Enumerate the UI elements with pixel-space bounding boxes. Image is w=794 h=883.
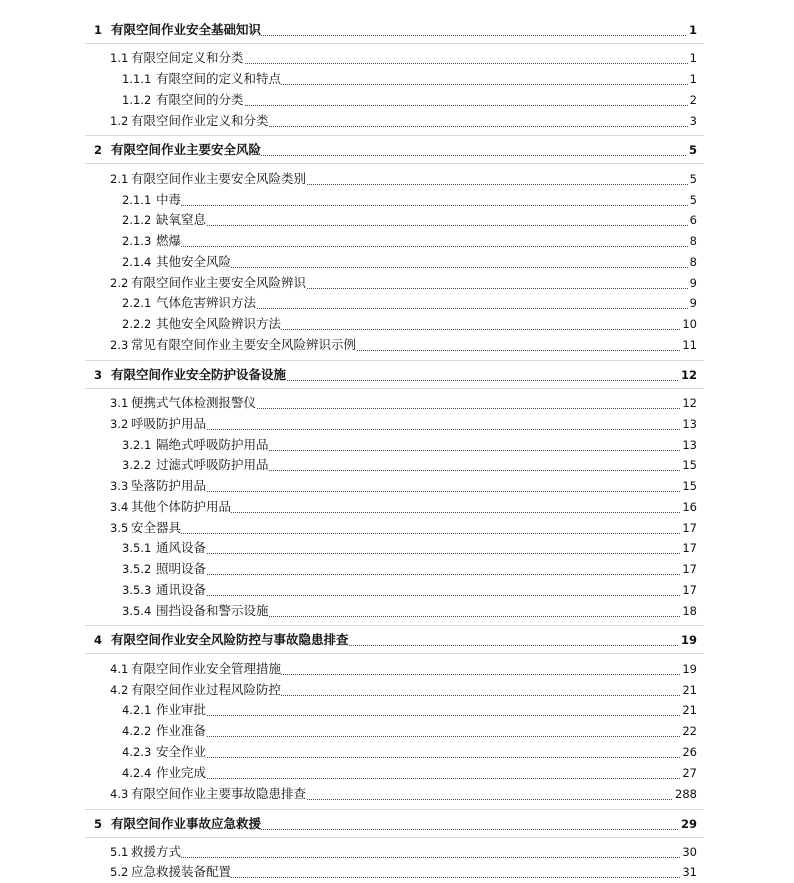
chapter-divider bbox=[85, 360, 704, 361]
toc-entry-number: 2.1.3 bbox=[122, 234, 152, 248]
toc-entry-5-2[interactable] bbox=[0, 863, 794, 883]
toc-entry-title: 有限空间作业安全风险防控与事故隐患排查 bbox=[111, 632, 349, 647]
toc-entry-2-2[interactable] bbox=[0, 274, 794, 294]
toc-entry-4-2-1[interactable] bbox=[0, 701, 794, 721]
toc-link[interactable] bbox=[0, 294, 794, 314]
toc-entry-number: 1.1 bbox=[110, 51, 129, 65]
toc-link[interactable] bbox=[0, 539, 794, 559]
dot-leader bbox=[156, 204, 694, 206]
toc-entry-title: 呼吸防护用品 bbox=[131, 416, 207, 431]
chapter-divider bbox=[85, 163, 704, 164]
toc-entry-title: 救援方式 bbox=[131, 844, 182, 859]
toc-entry-3-3[interactable] bbox=[0, 477, 794, 497]
toc-entry-number: 3.3 bbox=[110, 479, 129, 493]
toc-entry-2-1[interactable] bbox=[0, 170, 794, 190]
toc-entry-page-number: 17 bbox=[682, 562, 697, 576]
toc-entry-2-1-4[interactable] bbox=[0, 253, 794, 273]
toc-entry-number: 4.2 bbox=[110, 683, 129, 697]
toc-entry-page-number: 16 bbox=[682, 500, 697, 514]
toc-entry-title: 有限空间作业主要事故隐患排查 bbox=[131, 786, 307, 801]
toc-entry-number: 3.5.1 bbox=[122, 541, 152, 555]
toc-entry-page-number: 3 bbox=[689, 114, 697, 128]
dot-leader bbox=[156, 245, 694, 247]
toc-link[interactable] bbox=[0, 274, 794, 294]
toc-entry-number: 3.5.3 bbox=[122, 583, 152, 597]
toc-entry-title: 有限空间作业定义和分类 bbox=[131, 113, 269, 128]
toc-entry-title: 照明设备 bbox=[156, 561, 207, 576]
toc-entry-number: 4 bbox=[94, 633, 103, 647]
toc-entry-number: 3.2.1 bbox=[122, 438, 152, 452]
toc-entry-page-number: 17 bbox=[682, 583, 697, 597]
toc-entry-number: 3.2 bbox=[110, 417, 129, 431]
toc-entry-title: 缺氧窒息 bbox=[156, 212, 207, 227]
toc-entry-page-number: 8 bbox=[689, 255, 697, 269]
toc-link[interactable] bbox=[0, 560, 794, 580]
toc-entry-title: 有限空间作业安全管理措施 bbox=[131, 661, 282, 676]
toc-entry-title: 通风设备 bbox=[156, 540, 207, 555]
dot-leader bbox=[131, 856, 694, 858]
toc-entry-page-number: 5 bbox=[689, 193, 697, 207]
toc-entry-title: 其他安全风险 bbox=[156, 254, 232, 269]
toc-entry-1-1[interactable] bbox=[0, 49, 794, 69]
toc-entry-number: 5 bbox=[94, 817, 103, 831]
toc-link[interactable] bbox=[0, 498, 794, 518]
toc-entry-number: 3.1 bbox=[110, 396, 129, 410]
toc-entry-number: 3.5.2 bbox=[122, 562, 152, 576]
chapter-divider bbox=[85, 43, 704, 44]
toc-entry-number: 3 bbox=[94, 368, 103, 382]
toc-entry-number: 3.2.2 bbox=[122, 458, 152, 472]
toc-entry-title: 作业审批 bbox=[156, 702, 207, 717]
toc-entry-number: 1.2 bbox=[110, 114, 129, 128]
toc-link[interactable] bbox=[0, 112, 794, 132]
toc-entry-number: 1.1.2 bbox=[122, 93, 152, 107]
toc-entry-3-2-1[interactable] bbox=[0, 436, 794, 456]
dot-leader bbox=[156, 756, 694, 758]
toc-link[interactable] bbox=[0, 764, 794, 784]
toc-entry-page-number: 9 bbox=[689, 296, 697, 310]
toc-link[interactable] bbox=[0, 843, 794, 863]
toc-link[interactable] bbox=[0, 70, 794, 90]
toc-entry-page-number: 13 bbox=[682, 438, 697, 452]
toc-entry-page-number: 1 bbox=[689, 51, 697, 65]
toc-entry-page-number: 19 bbox=[682, 662, 697, 676]
toc-entry-page-number: 10 bbox=[682, 317, 697, 331]
toc-entry-title: 有限空间作业安全防护设备设施 bbox=[111, 367, 287, 382]
dot-leader bbox=[156, 573, 694, 575]
toc-link[interactable] bbox=[0, 701, 794, 721]
toc-link[interactable] bbox=[0, 436, 794, 456]
toc-link[interactable] bbox=[0, 141, 794, 161]
toc-link[interactable] bbox=[0, 366, 794, 386]
toc-entry-number: 1 bbox=[94, 23, 103, 37]
toc-link[interactable] bbox=[0, 336, 794, 356]
toc-link[interactable] bbox=[0, 815, 794, 835]
toc-entry-page-number: 8 bbox=[689, 234, 697, 248]
toc-entry-page-number: 13 bbox=[682, 417, 697, 431]
toc-entry-number: 4.3 bbox=[110, 787, 129, 801]
toc-entry-title: 隔绝式呼吸防护用品 bbox=[156, 437, 269, 452]
toc-entry-number: 2.1.4 bbox=[122, 255, 152, 269]
toc-entry-3-5-4[interactable] bbox=[0, 602, 794, 622]
toc-entry-title: 燃爆 bbox=[156, 233, 182, 248]
toc-entry-title: 有限空间作业事故应急救援 bbox=[111, 816, 262, 831]
toc-entry-page-number: 19 bbox=[680, 633, 697, 647]
toc-entry-page-number: 18 bbox=[682, 604, 697, 618]
toc-entry-title: 有限空间的分类 bbox=[156, 92, 244, 107]
dot-leader bbox=[156, 735, 694, 737]
toc-entry-page-number: 21 bbox=[682, 703, 697, 717]
toc-entry-number: 3.5 bbox=[110, 521, 129, 535]
toc-entry-title: 中毒 bbox=[156, 192, 182, 207]
toc-entry-page-number: 26 bbox=[682, 745, 697, 759]
toc-entry-page-number: 15 bbox=[682, 479, 697, 493]
toc-entry-3-2-2[interactable] bbox=[0, 456, 794, 476]
dot-leader bbox=[131, 428, 694, 430]
toc-entry-4-1[interactable] bbox=[0, 660, 794, 680]
toc-entry-title: 有限空间作业主要安全风险类别 bbox=[131, 171, 307, 186]
toc-entry-page-number: 17 bbox=[682, 541, 697, 555]
dot-leader bbox=[156, 224, 694, 226]
toc-entry-page-number: 1 bbox=[689, 72, 697, 86]
toc-entry-page-number: 1 bbox=[688, 23, 697, 37]
toc-entry-page-number: 31 bbox=[682, 865, 697, 879]
toc-entry-number: 5.2 bbox=[110, 865, 129, 879]
toc-entry-4-2-4[interactable] bbox=[0, 764, 794, 784]
dot-leader bbox=[131, 532, 694, 534]
toc-entry-page-number: 12 bbox=[682, 396, 697, 410]
toc-entry-page-number: 288 bbox=[675, 787, 697, 801]
toc-entry-2-2-1[interactable] bbox=[0, 294, 794, 314]
toc-link[interactable] bbox=[0, 253, 794, 273]
toc-entry-number: 3.4 bbox=[110, 500, 129, 514]
toc-entry-page-number: 15 bbox=[682, 458, 697, 472]
toc-entry-3[interactable] bbox=[0, 366, 794, 386]
toc-link[interactable] bbox=[0, 660, 794, 680]
toc-entry-3-5-2[interactable] bbox=[0, 560, 794, 580]
toc-entry-title: 作业准备 bbox=[156, 723, 207, 738]
toc-link[interactable] bbox=[0, 477, 794, 497]
toc-entry-page-number: 17 bbox=[682, 521, 697, 535]
toc-link[interactable] bbox=[0, 456, 794, 476]
toc-entry-page-number: 6 bbox=[689, 213, 697, 227]
dot-leader bbox=[131, 490, 694, 492]
toc-entry-title: 便携式气体检测报警仪 bbox=[131, 395, 257, 410]
toc-link[interactable] bbox=[0, 722, 794, 742]
toc-entry-1-1-1[interactable] bbox=[0, 70, 794, 90]
toc-entry-number: 4.2.4 bbox=[122, 766, 152, 780]
toc-entry-3-2[interactable] bbox=[0, 415, 794, 435]
toc-link[interactable] bbox=[0, 681, 794, 701]
toc-entry-number: 4.2.1 bbox=[122, 703, 152, 717]
toc-entry-page-number: 9 bbox=[689, 276, 697, 290]
toc-entry-4-3[interactable] bbox=[0, 785, 794, 805]
dot-leader bbox=[156, 777, 694, 779]
chapter-divider bbox=[85, 653, 704, 654]
toc-link[interactable] bbox=[0, 631, 794, 651]
toc-entry-page-number: 30 bbox=[682, 845, 697, 859]
toc-entry-3-5-3[interactable] bbox=[0, 581, 794, 601]
toc-entry-2-3[interactable] bbox=[0, 336, 794, 356]
toc-entry-number: 2.2.1 bbox=[122, 296, 152, 310]
toc-entry-3-5[interactable] bbox=[0, 519, 794, 539]
toc-entry-title: 有限空间作业安全基础知识 bbox=[111, 22, 262, 37]
toc-entry-title: 作业完成 bbox=[156, 765, 207, 780]
toc-entry-page-number: 2 bbox=[689, 93, 697, 107]
dot-leader bbox=[156, 552, 694, 554]
dot-leader bbox=[156, 266, 694, 268]
toc-entry-number: 2.2.2 bbox=[122, 317, 152, 331]
toc-entry-title: 过滤式呼吸防护用品 bbox=[156, 457, 269, 472]
toc-entry-title: 有限空间定义和分类 bbox=[131, 50, 244, 65]
chapter-divider bbox=[85, 388, 704, 389]
toc-entry-title: 其他安全风险辨识方法 bbox=[156, 316, 282, 331]
toc-entry-number: 3.5.4 bbox=[122, 604, 152, 618]
toc-entry-2-2-2[interactable] bbox=[0, 315, 794, 335]
toc-entry-page-number: 12 bbox=[680, 368, 697, 382]
toc-entry-2-1-2[interactable] bbox=[0, 211, 794, 231]
toc-entry-title: 其他个体防护用品 bbox=[131, 499, 232, 514]
toc-entry-3-5-1[interactable] bbox=[0, 539, 794, 559]
toc-entry-page-number: 11 bbox=[682, 338, 697, 352]
chapter-divider bbox=[85, 135, 704, 136]
toc-link[interactable] bbox=[0, 394, 794, 414]
toc-link[interactable] bbox=[0, 232, 794, 252]
toc-entry-2-1-1[interactable] bbox=[0, 191, 794, 211]
toc-entry-4-2-2[interactable] bbox=[0, 722, 794, 742]
toc-entry-page-number: 5 bbox=[689, 172, 697, 186]
toc-entry-1-1-2[interactable] bbox=[0, 91, 794, 111]
toc-link[interactable] bbox=[0, 415, 794, 435]
toc-entry-page-number: 22 bbox=[682, 724, 697, 738]
toc-entry-title: 有限空间的定义和特点 bbox=[156, 71, 282, 86]
toc-entry-1-2[interactable] bbox=[0, 112, 794, 132]
toc-entry-number: 2 bbox=[94, 143, 103, 157]
chapter-divider bbox=[85, 837, 704, 838]
toc-entry-title: 坠落防护用品 bbox=[131, 478, 207, 493]
toc-entry-number: 2.2 bbox=[110, 276, 129, 290]
toc-entry-number: 2.1 bbox=[110, 172, 129, 186]
toc-entry-page-number: 29 bbox=[680, 817, 697, 831]
toc-link[interactable] bbox=[0, 91, 794, 111]
chapter-divider bbox=[85, 625, 704, 626]
toc-entry-2[interactable] bbox=[0, 141, 794, 161]
toc-link[interactable] bbox=[0, 602, 794, 622]
toc-entry-4-2-3[interactable] bbox=[0, 743, 794, 763]
toc-link[interactable] bbox=[0, 191, 794, 211]
toc-link[interactable] bbox=[0, 519, 794, 539]
toc-link[interactable] bbox=[0, 315, 794, 335]
toc-entry-title: 有限空间作业过程风险防控 bbox=[131, 682, 282, 697]
toc-entry-1[interactable] bbox=[0, 21, 794, 41]
toc-link[interactable] bbox=[0, 863, 794, 883]
toc-entry-number: 4.1 bbox=[110, 662, 129, 676]
toc-entry-4[interactable] bbox=[0, 631, 794, 651]
toc-entry-page-number: 21 bbox=[682, 683, 697, 697]
toc-entry-title: 气体危害辨识方法 bbox=[156, 295, 257, 310]
toc-link[interactable] bbox=[0, 743, 794, 763]
toc-entry-number: 2.1.1 bbox=[122, 193, 152, 207]
dot-leader bbox=[156, 594, 694, 596]
toc-entry-title: 安全作业 bbox=[156, 744, 207, 759]
toc-link[interactable] bbox=[0, 211, 794, 231]
toc-entry-number: 1.1.1 bbox=[122, 72, 152, 86]
toc-entry-3-1[interactable] bbox=[0, 394, 794, 414]
toc-entry-title: 通讯设备 bbox=[156, 582, 207, 597]
toc-entry-title: 应急救援装备配置 bbox=[131, 864, 232, 879]
toc-link[interactable] bbox=[0, 581, 794, 601]
toc-entry-title: 有限空间作业主要安全风险辨识 bbox=[131, 275, 307, 290]
toc-entry-title: 有限空间作业主要安全风险 bbox=[111, 142, 262, 157]
toc-entry-page-number: 5 bbox=[688, 143, 697, 157]
toc-link[interactable] bbox=[0, 785, 794, 805]
toc-entry-5-1[interactable] bbox=[0, 843, 794, 863]
toc-entry-number: 5.1 bbox=[110, 845, 129, 859]
toc-entry-5[interactable] bbox=[0, 815, 794, 835]
toc-entry-title: 常见有限空间作业主要安全风险辨识示例 bbox=[131, 337, 357, 352]
toc-link[interactable] bbox=[0, 170, 794, 190]
toc-link[interactable] bbox=[0, 21, 794, 41]
toc-entry-page-number: 27 bbox=[682, 766, 697, 780]
toc-entry-3-4[interactable] bbox=[0, 498, 794, 518]
toc-entry-2-1-3[interactable] bbox=[0, 232, 794, 252]
toc-entry-number: 4.2.2 bbox=[122, 724, 152, 738]
chapter-divider bbox=[85, 809, 704, 810]
toc-entry-title: 安全器具 bbox=[131, 520, 182, 535]
toc-link[interactable] bbox=[0, 49, 794, 69]
toc-entry-title: 围挡设备和警示设施 bbox=[156, 603, 269, 618]
toc-entry-number: 2.3 bbox=[110, 338, 129, 352]
toc-entry-number: 4.2.3 bbox=[122, 745, 152, 759]
dot-leader bbox=[156, 714, 694, 716]
toc-entry-number: 2.1.2 bbox=[122, 213, 152, 227]
toc-entry-4-2[interactable] bbox=[0, 681, 794, 701]
